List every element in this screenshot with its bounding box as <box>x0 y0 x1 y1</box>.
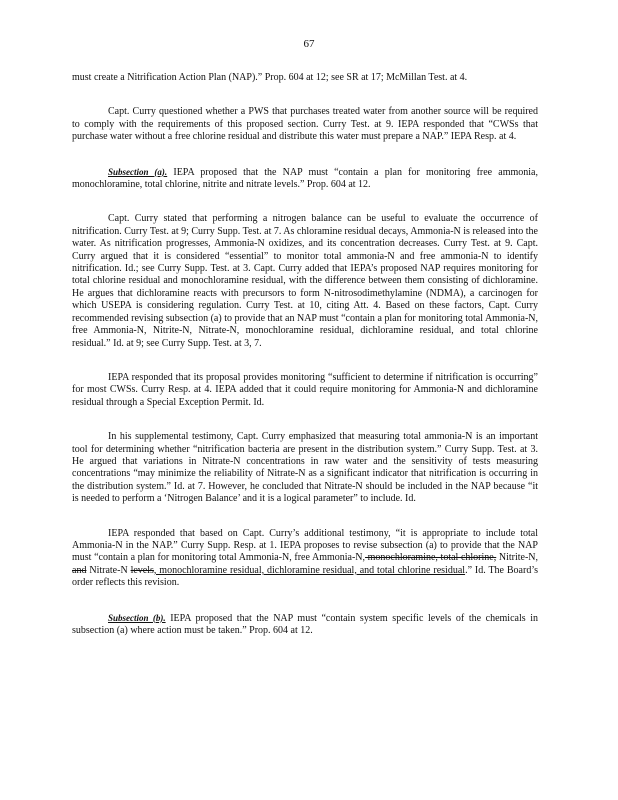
revision-text-end: .” Id. The Board’s order reflects this revision. <box>72 564 538 589</box>
paragraph-supplemental-testimony: In his supplemental testimony, Capt. Curry emphasized that measuring total ammonia-N is an important tool for determining whether “nitrification bacteria are present in the distribution system.” Curry Supp. Test. at 3. He argued that variations in Nitrate-N concentrations in raw water and the sensitivity of tests measuring concentrations “may minimize the reliability of Nitrate-N as a significant indicator that nitrification is occurring in the distribution system.” Id. at 7. However, he concluded that Nitrate-N should be included in the NAP because “it is needed to perform a ‘Nitrogen Balance’ and it is a logical parameter” to include. Id. <box>72 431 538 505</box>
paragraph-pws-question: Capt. Curry questioned whether a PWS that purchases treated water from another source will be required to comply with the requirements of this proposed section. Curry Test. at 9. IEPA responded that “CWSs that purchase water without a free chlorine residual and distribute this water must prepare a NAP.” IEPA Resp. at 4. <box>72 106 538 143</box>
paragraph-subsection-a <box>72 166 538 192</box>
inserted-text: , monochloramine residual, dichloramine residual, and total chlorine residual <box>153 564 466 576</box>
subsection-a-heading: Subsection (a). <box>108 166 168 177</box>
page-number: 67 <box>303 38 315 50</box>
subsection-a-text: IEPA proposed that the NAP must “contain a plan for monitoring free ammonia, monochloramine, total chlorine, nitrite and nitrate levels.” Prop. 604 at 12. <box>72 166 538 191</box>
paragraph-subsection-b <box>72 612 538 638</box>
deleted-text-3: levels <box>130 564 154 576</box>
paragraph-continuation: must create a Nitrification Action Plan (NAP).” Prop. 604 at 12; see SR at 17; McMillan Test. at 4. <box>72 72 468 83</box>
deleted-text-2: and <box>72 564 87 576</box>
revision-text-start: IEPA responded that based on Capt. Curry’s additional testimony, “it is appropriate to include total Ammonia-N in the NAP.” Curry Supp. Resp. at 1. IEPA proposes to revise subsection (a) to provide that the NAP must “contain a plan for monitoring total Ammonia-N, free Ammonia-N, <box>72 527 538 564</box>
document-body <box>72 72 538 659</box>
subsection-b-heading: Subsection (b). <box>108 612 166 623</box>
revision-text-nitrite: Nitrite-N, <box>496 552 539 564</box>
paragraph-nitrogen-balance: Capt. Curry stated that performing a nitrogen balance can be useful to evaluate the occurrence of nitrification. Curry Test. at 9; Curry Supp. Test. at 7. As chloramine residual decays, Ammonia-N is released into the water. As nitrification progresses, Ammonia-N oxidizes, and its concentration decreases. Curry Test. at 9. Capt. Curry argued that it is considered “essential” to monitor total ammonia-N and free ammonia-N to identify nitrification. Id.; see Curry Supp. Test. at 3. Capt. Curry added that IEPA’s proposed NAP requires monitoring for total chlorine residual and monochloramine residual, with the difference between them consisting of dichloramine. He argues that dichloramine reacts with precursors to form N-nitrosodimethylamine (NDMA), a carcinogen for which USEPA is considering regulation. Curry Test. at 10, citing Att. 4. Based on these factors, Capt. Curry recommended revising subsection (a) to provide that an NAP must “contain a plan for monitoring total Ammonia-N, free Ammonia-N, Nitrite-N, Nitrate-N, monochloramine residual, dichloramine residual, and total chlorine residual.” Id. at 9; see Curry Supp. Test. at 3, 7. <box>72 213 538 349</box>
revision-text-nitrate: Nitrate-N <box>86 564 128 576</box>
paragraph-iepa-response: IEPA responded that its proposal provides monitoring “sufficient to determine if nitrification is occurring” for most CWSs. Curry Resp. at 4. IEPA added that it could require monitoring for Ammonia-N and dichloramine residual through a Special Exception Permit. Id. <box>72 371 538 408</box>
paragraph-proposed-revision <box>72 528 538 590</box>
subsection-b-text: IEPA proposed that the NAP must “contain system specific levels of the chemicals in subsection (a) where action must be taken.” Prop. 604 at 12. <box>72 612 538 636</box>
deleted-text-1: monochloramine, total chlorine, <box>365 552 497 564</box>
